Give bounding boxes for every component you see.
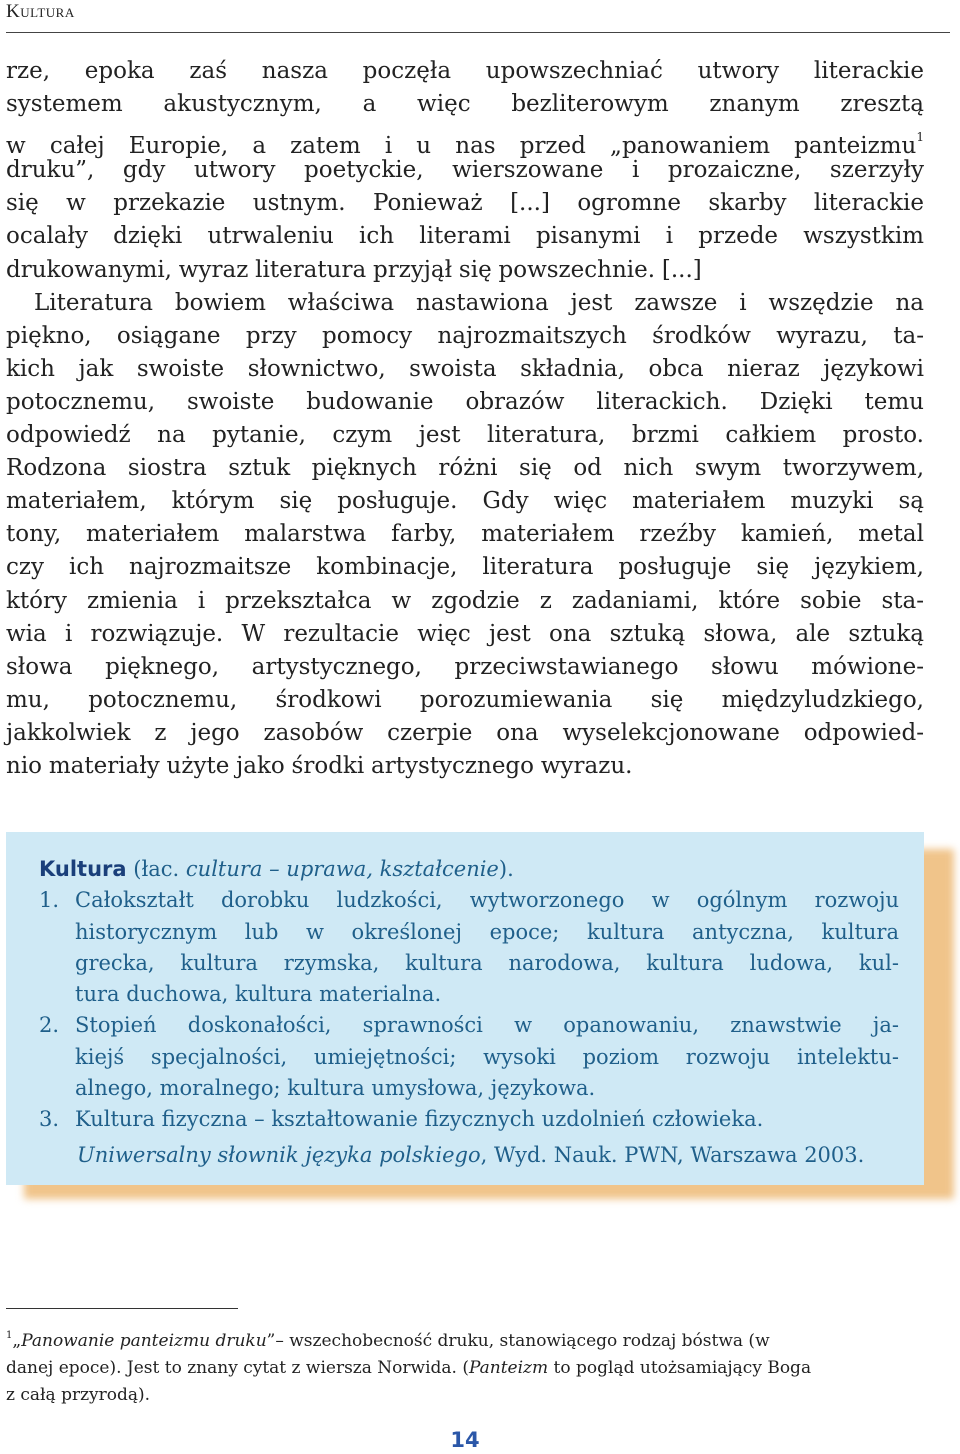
sense-number: 1. [39, 888, 60, 913]
definition-heading [39, 854, 899, 885]
text-line: piękno, osiągane przy pomocy najrozmaitszych środków wyrazu, ta- [6, 322, 924, 349]
text-line: Rodzona siostra sztuk pięknych różni się od nich swym tworzywem, [6, 455, 924, 482]
text-line: systemem akustycznym, a więc bezliterowym znanym zresztą [6, 91, 924, 118]
text-line: czy ich najrozmaitsze kombinacje, literatura posługuje się językiem, [6, 554, 924, 581]
text-line [6, 121, 924, 160]
sense-number: 3. [39, 1107, 60, 1132]
text-line: kich jak swoiste słownictwo, swoista składnia, obca nieraz językowi [6, 355, 924, 382]
text-line: się w przekazie ustnym. Ponieważ [...] ogromne skarby literackie [6, 190, 924, 217]
sense-line: kiejś specjalności, umiejętności; wysoki poziom rozwoju intelektu- [75, 1044, 899, 1069]
footnote-open-quote: „ [12, 1331, 22, 1351]
sense-line: Kultura fizyczna – kształtowanie fizycznych uzdolnień człowieka. [75, 1107, 764, 1132]
footnote-marker: 1 [916, 130, 924, 145]
text-line: jakkolwiek z jego zasobów czerpie ona wyselekcjonowane odpowied- [6, 719, 924, 746]
sense-line: Całokształt dorobku ludzkości, wytworzonego w ogólnym rozwoju [75, 888, 899, 913]
footnote-text: ”– wszechobecność druku, stanowiącego rodzaj bóstwa (w [266, 1331, 770, 1351]
sense-line: alnego, moralnego; kultura umysłowa, językowa. [75, 1076, 596, 1101]
text-line: mu, potocznemu, środkowi porozumiewania się międzyludzkiego, [6, 686, 924, 713]
text-line: drukowanymi, wyraz literatura przyjął się powszechnie. [...] [6, 256, 702, 283]
page-number: 14 [450, 1428, 480, 1452]
footnote-term: Panowanie panteizmu druku [21, 1331, 267, 1351]
running-header [6, 0, 950, 33]
text-line: wia i rozwiązuje. W rezultacie więc jest ona sztuką słowa, ale sztuką [6, 620, 924, 647]
running-head-title: Kultura [6, 1, 75, 22]
text-line: Literatura bowiem właściwa nastawiona jest zawsze i wszędzie na [34, 289, 924, 316]
definition-box [6, 832, 924, 1185]
etymology-italic: cultura – uprawa, kształcenie [185, 857, 499, 881]
text-line-content: w całej Europie, a zatem i u nas przed „panowaniem panteizmu [6, 133, 917, 160]
source-publisher: , Wyd. Nauk. PWN, Warszawa 2003. [480, 1142, 865, 1167]
etymology-suffix: ). [498, 857, 514, 881]
text-line: druku”, gdy utwory poetyckie, wierszowane i prozaiczne, szerzyły [6, 157, 924, 184]
sense-text [75, 885, 899, 1010]
text-line: tony, materiałem malarstwa farby, materiałem rzeźby kamień, metal [6, 521, 924, 548]
text-line: rze, epoka zaś nasza poczęła upowszechniać utwory literackie [6, 58, 924, 84]
text-line: potocznemu, swoiste budowanie obrazów literackich. Dzięki temu [6, 388, 924, 415]
sense-line: Stopień doskonałości, sprawności w opanowaniu, znawstwie ja- [75, 1013, 899, 1038]
footnote-line [6, 1322, 906, 1355]
footnote-number: 1 [6, 1330, 13, 1341]
main-text [6, 55, 924, 783]
footnote-line [6, 1355, 906, 1382]
sense-line: tura duchowa, kultura materialna. [75, 982, 442, 1007]
footnote-divider [6, 1308, 238, 1309]
definition-sense-3 [39, 1104, 899, 1135]
text-line: materiałem, którym się posługuje. Gdy więc materiałem muzyki są [6, 488, 924, 515]
source-title: Uniwersalny słownik języka polskiego [77, 1142, 481, 1167]
footnote [6, 1322, 906, 1409]
footnote-line: z całą przyrodą). [6, 1385, 151, 1405]
text-line: odpowiedź na pytanie, czym jest literatura, brzmi całkiem prosto. [6, 422, 924, 449]
text-line: który zmienia i przekształca w zgodzie z zadaniami, które sobie sta- [6, 587, 924, 614]
footnote-text: to pogląd utożsamiający Boga [548, 1358, 812, 1378]
definition-headword: Kultura [39, 857, 127, 881]
text-line: nio materiały użyte jako środki artystycznego wyrazu. [6, 752, 633, 779]
definition-sense-1 [39, 885, 899, 1010]
definition-sense-2 [39, 1010, 899, 1104]
sense-text [75, 1010, 899, 1104]
sense-number: 2. [39, 1013, 60, 1038]
etymology-prefix: (łac. [133, 857, 180, 881]
sense-text [75, 1104, 899, 1135]
dictionary-source [39, 1140, 899, 1171]
text-line: słowa pięknego, artystycznego, przeciwstawianego słowu mówione- [6, 653, 924, 680]
footnote-text: danej epoce). Jest to znany cytat z wiersza Norwida. ( [6, 1358, 469, 1378]
definition-box-content [39, 854, 899, 1171]
text-line: ocalały dzięki utrwaleniu ich literami pisanymi i przede wszystkim [6, 223, 924, 250]
sense-line: grecka, kultura rzymska, kultura narodowa, kultura ludowa, kul- [75, 950, 899, 975]
sense-line: historycznym lub w określonej epoce; kultura antyczna, kultura [75, 919, 899, 944]
footnote-term: Panteizm [468, 1358, 549, 1378]
